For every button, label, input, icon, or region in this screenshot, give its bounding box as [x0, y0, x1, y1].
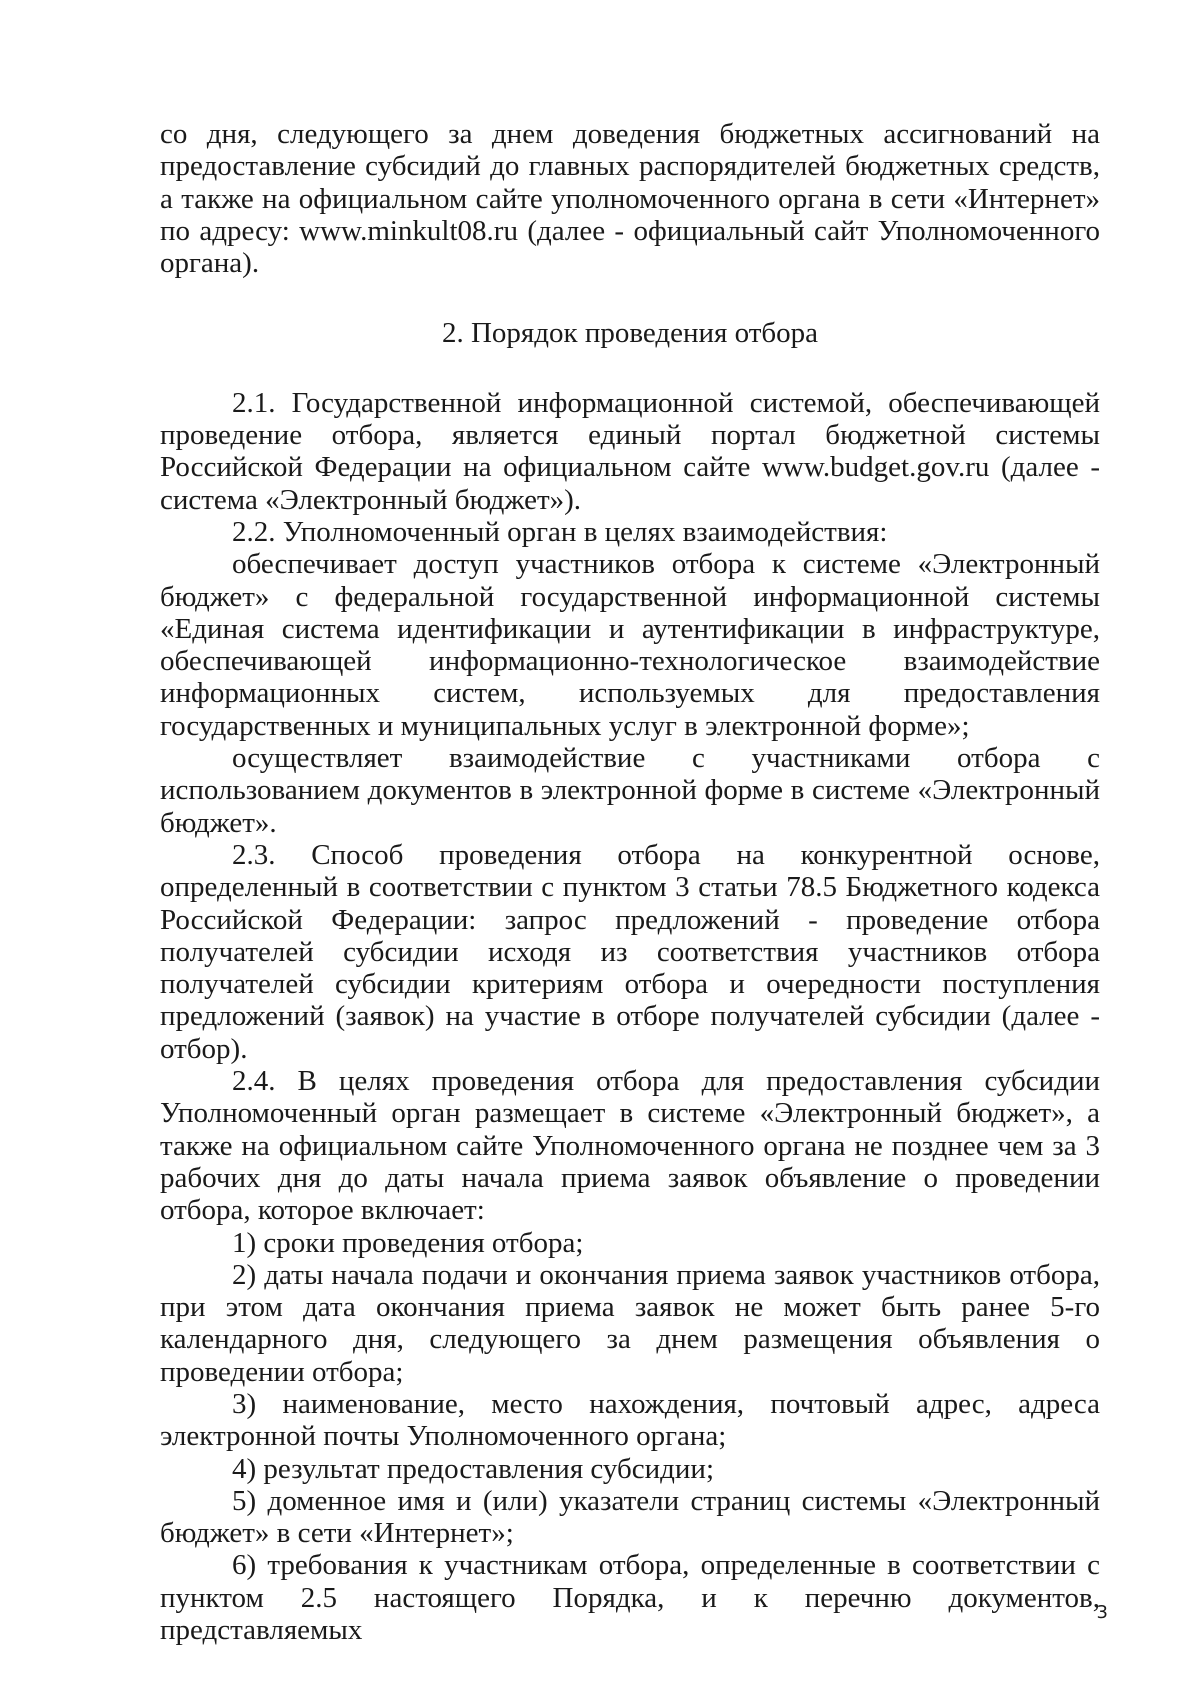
list-item-2: 2) даты начала подачи и окончания приема заявок участников отбора, при этом дата окончания приема заявок не может быть ранее 5-го календарного дня, следующего за днем размещения объявления о проведении отбора; — [160, 1258, 1100, 1388]
list-item-3: 3) наименование, место нахождения, почтовый адрес, адреса электронной почты Уполномоченного органа; — [160, 1387, 1100, 1453]
paragraph-2-1: 2.1. Государственной информационной системой, обеспечивающей проведение отбора, является единый портал бюджетной системы Российской Федерации на официальном сайте www.budget.gov.ru (далее - система «Электронный бюджет»). — [160, 386, 1100, 516]
paragraph-2-3: 2.3. Способ проведения отбора на конкурентной основе, определенный в соответствии с пунктом 3 статьи 78.5 Бюджетного кодекса Российской Федерации: запрос предложений - проведение отбора получателей субсидии исходя из соответствия участников отбора получателей субсидии критериям отбора и очередности поступления предложений (заявок) на участие в отборе получателей субсидии (далее - отбор). — [160, 838, 1100, 1065]
list-item-6: 6) требования к участникам отбора, определенные в соответствии с пунктом 2.5 настоящего Порядка, и к перечню документов, представляемых — [160, 1549, 1100, 1647]
intro-paragraph: со дня, следующего за днем доведения бюджетных ассигнований на предоставление субсидий до главных распорядителей бюджетных средств, а также на официальном сайте уполномоченного органа в сети «Интернет» по адресу: www.minkult08.ru (далее - официальный сайт Уполномоченного органа). — [160, 118, 1100, 280]
list-item-1: 1) сроки проведения отбора; — [232, 1226, 584, 1259]
page-number: 3 — [1096, 1602, 1108, 1623]
document-body — [160, 118, 1100, 1646]
section-title: 2. Порядок проведения отбора — [441, 317, 819, 350]
paragraph-interaction: осуществляет взаимодействие с участниками отбора с использованием документов в электронной форме в системе «Электронный бюджет». — [160, 742, 1100, 839]
list-item-4: 4) результат предоставления субсидии; — [232, 1452, 715, 1485]
paragraph-2-4: 2.4. В целях проведения отбора для предоставления субсидии Уполномоченный орган размещает в системе «Электронный бюджет», а также на официальном сайте Уполномоченного органа не позднее чем за 3 рабочих дня до даты начала приема заявок объявление о проведении отбора, которое включает: — [160, 1065, 1100, 1227]
paragraph-2-2: 2.2. Уполномоченный орган в целях взаимодействия: — [232, 515, 888, 548]
list-item-5: 5) доменное имя и (или) указатели страниц системы «Электронный бюджет» в сети «Интернет»; — [160, 1484, 1100, 1550]
paragraph-access: обеспечивает доступ участников отбора к системе «Электронный бюджет» с федеральной государственной информационной системы «Единая система идентификации и аутентификации в инфраструктуре, обеспечивающей информационно-технологическое взаимодействие информационных систем, используемых для предоставления государственных и муниципальных услуг в электронной форме»; — [160, 548, 1100, 742]
